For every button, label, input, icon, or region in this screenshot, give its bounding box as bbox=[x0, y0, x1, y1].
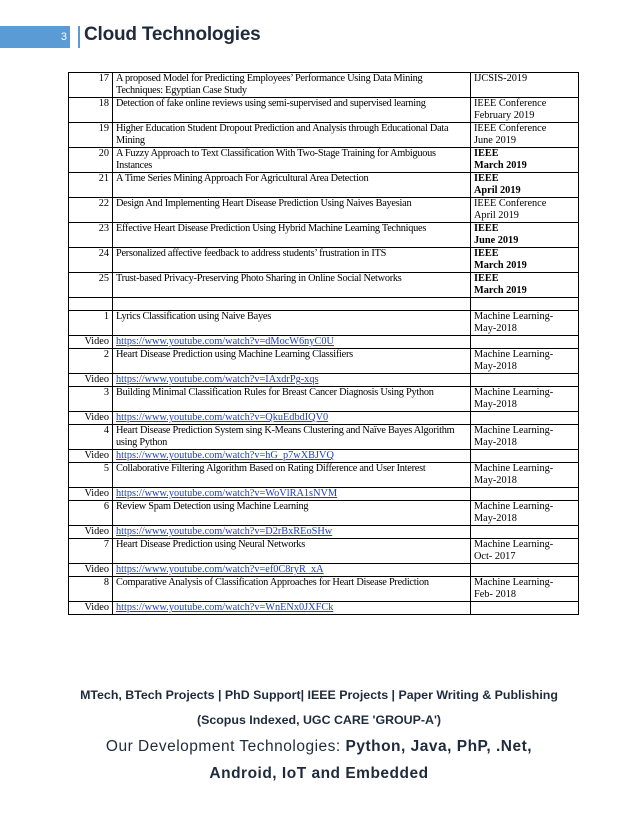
video-row bbox=[69, 602, 579, 615]
source-line: IEEE bbox=[474, 273, 499, 284]
video-label: Video bbox=[69, 336, 113, 349]
video-label: Video bbox=[69, 488, 113, 501]
source-line: Machine Learning- bbox=[474, 463, 554, 474]
row-number: 1 bbox=[69, 311, 113, 336]
video-cell bbox=[113, 412, 471, 425]
source-date: Oct- 2017 bbox=[474, 551, 516, 562]
video-row bbox=[69, 488, 579, 501]
empty-cell bbox=[471, 488, 579, 501]
source-line: IEEE bbox=[474, 248, 499, 259]
video-row bbox=[69, 564, 579, 577]
paper-source bbox=[471, 223, 579, 248]
row-number: 19 bbox=[69, 123, 113, 148]
table-row bbox=[69, 387, 579, 412]
project-source bbox=[471, 463, 579, 488]
table-row bbox=[69, 123, 579, 148]
video-link[interactable]: https://www.youtube.com/watch?v=QkuEdbdIQV0 bbox=[116, 412, 329, 423]
row-number: 2 bbox=[69, 349, 113, 374]
video-link[interactable]: https://www.youtube.com/watch?v=D2rBxREoSHw bbox=[116, 526, 333, 537]
footer-technologies bbox=[0, 738, 638, 756]
video-cell bbox=[113, 450, 471, 463]
table-row bbox=[69, 349, 579, 374]
video-cell bbox=[113, 336, 471, 349]
video-row bbox=[69, 336, 579, 349]
source-date: May-2018 bbox=[474, 437, 517, 448]
source-date: May-2018 bbox=[474, 361, 517, 372]
footer-technologies-cont: Android, IoT and Embedded bbox=[209, 765, 429, 782]
project-title: Heart Disease Prediction using Machine Learning Classifiers bbox=[113, 349, 471, 374]
source-line: Machine Learning- bbox=[474, 387, 554, 398]
row-number: 22 bbox=[69, 198, 113, 223]
video-label: Video bbox=[69, 564, 113, 577]
paper-title: Effective Heart Disease Prediction Using Hybrid Machine Learning Techniques bbox=[113, 223, 471, 248]
source-line: IEEE Conference bbox=[474, 98, 547, 109]
table-row bbox=[69, 173, 579, 198]
project-title: Lyrics Classification using Naive Bayes bbox=[113, 311, 471, 336]
row-number: 8 bbox=[69, 577, 113, 602]
video-label: Video bbox=[69, 374, 113, 387]
project-title: Review Spam Detection using Machine Learning bbox=[113, 501, 471, 526]
paper-source bbox=[471, 148, 579, 173]
source-line: Machine Learning- bbox=[474, 539, 554, 550]
source-line: IEEE bbox=[474, 148, 499, 159]
project-source bbox=[471, 539, 579, 564]
paper-title: Higher Education Student Dropout Prediction and Analysis through Educational Data Mining bbox=[113, 123, 471, 148]
table-row bbox=[69, 248, 579, 273]
video-cell bbox=[113, 488, 471, 501]
video-link[interactable]: https://www.youtube.com/watch?v=hG_p7wXBJVQ bbox=[116, 450, 334, 461]
row-number: 7 bbox=[69, 539, 113, 564]
project-title: Collaborative Filtering Algorithm Based on Rating Difference and User Interest bbox=[113, 463, 471, 488]
video-link[interactable]: https://www.youtube.com/watch?v=WoVlRA1sNVM bbox=[116, 488, 338, 499]
row-number: 5 bbox=[69, 463, 113, 488]
source-line: IEEE Conference bbox=[474, 123, 547, 134]
paper-title: A Time Series Mining Approach For Agricultural Area Detection bbox=[113, 173, 471, 198]
table-row bbox=[69, 311, 579, 336]
empty-cell bbox=[471, 298, 579, 311]
header-divider bbox=[78, 26, 80, 48]
paper-title: Personalized affective feedback to address students’ frustration in ITS bbox=[113, 248, 471, 273]
source-line: IJCSIS-2019 bbox=[474, 73, 528, 84]
row-number: 3 bbox=[69, 387, 113, 412]
table-row bbox=[69, 273, 579, 298]
video-label: Video bbox=[69, 602, 113, 615]
row-number: 17 bbox=[69, 73, 113, 98]
project-source bbox=[471, 349, 579, 374]
table-row bbox=[69, 198, 579, 223]
video-label: Video bbox=[69, 450, 113, 463]
empty-cell bbox=[113, 298, 471, 311]
table-row bbox=[69, 425, 579, 450]
source-line: Machine Learning- bbox=[474, 425, 554, 436]
source-line: Machine Learning- bbox=[474, 501, 554, 512]
project-source bbox=[471, 425, 579, 450]
video-link[interactable]: https://www.youtube.com/watch?v=IAxdrPg-xqs bbox=[116, 374, 319, 385]
table-row bbox=[69, 577, 579, 602]
footer-indexing: (Scopus Indexed, UGC CARE 'GROUP-A') bbox=[196, 713, 442, 727]
source-date: March 2019 bbox=[474, 160, 527, 171]
source-date: February 2019 bbox=[474, 110, 535, 121]
source-date: May-2018 bbox=[474, 323, 517, 334]
video-cell bbox=[113, 602, 471, 615]
source-date: March 2019 bbox=[474, 260, 527, 271]
empty-cell bbox=[471, 602, 579, 615]
project-title: Heart Disease Prediction using Neural Networks bbox=[113, 539, 471, 564]
source-line: Machine Learning- bbox=[474, 311, 554, 322]
video-row bbox=[69, 412, 579, 425]
source-date: March 2019 bbox=[474, 285, 527, 296]
table-row bbox=[69, 73, 579, 98]
paper-title: Detection of fake online reviews using semi-supervised and supervised learning bbox=[113, 98, 471, 123]
paper-title: Trust-based Privacy-Preserving Photo Sharing in Online Social Networks bbox=[113, 273, 471, 298]
source-date: Feb- 2018 bbox=[474, 589, 517, 600]
row-number: 24 bbox=[69, 248, 113, 273]
paper-source bbox=[471, 248, 579, 273]
row-number: 20 bbox=[69, 148, 113, 173]
project-title: Comparative Analysis of Classification Approaches for Heart Disease Prediction bbox=[113, 577, 471, 602]
table-row bbox=[69, 501, 579, 526]
video-link[interactable]: https://www.youtube.com/watch?v=ef0C8ryR_xA bbox=[116, 564, 324, 575]
source-date: June 2019 bbox=[474, 135, 517, 146]
row-number: 21 bbox=[69, 173, 113, 198]
project-source bbox=[471, 577, 579, 602]
technologies-list: Python, Java, PhP, .Net, bbox=[345, 738, 533, 755]
empty-cell bbox=[69, 298, 113, 311]
paper-title: A proposed Model for Predicting Employees’ Performance Using Data Mining Techniques: Egyptian Case Study bbox=[113, 73, 471, 98]
source-line: IEEE bbox=[474, 223, 499, 234]
video-row bbox=[69, 526, 579, 539]
row-number: 23 bbox=[69, 223, 113, 248]
paper-title: A Fuzzy Approach to Text Classification With Two-Stage Training for Ambiguous Instances bbox=[113, 148, 471, 173]
table-row bbox=[69, 463, 579, 488]
document-title: Cloud Technologies bbox=[84, 24, 261, 45]
row-number: 4 bbox=[69, 425, 113, 450]
video-row bbox=[69, 374, 579, 387]
paper-title: Design And Implementing Heart Disease Prediction Using Naives Bayesian bbox=[113, 198, 471, 223]
table-row bbox=[69, 98, 579, 123]
projects-table bbox=[68, 72, 579, 615]
source-date: May-2018 bbox=[474, 399, 517, 410]
video-cell bbox=[113, 564, 471, 577]
video-cell bbox=[113, 526, 471, 539]
paper-source bbox=[471, 98, 579, 123]
table-row bbox=[69, 223, 579, 248]
empty-cell bbox=[471, 374, 579, 387]
source-date: May-2018 bbox=[474, 475, 517, 486]
video-cell bbox=[113, 374, 471, 387]
source-date: April 2019 bbox=[474, 210, 519, 221]
source-date: June 2019 bbox=[474, 235, 519, 246]
paper-source bbox=[471, 123, 579, 148]
empty-cell bbox=[471, 450, 579, 463]
video-label: Video bbox=[69, 526, 113, 539]
row-number: 18 bbox=[69, 98, 113, 123]
footer-services: MTech, BTech Projects | PhD Support| IEEE Projects | Paper Writing & Publishing bbox=[80, 688, 558, 702]
empty-cell bbox=[471, 412, 579, 425]
project-source bbox=[471, 311, 579, 336]
project-source bbox=[471, 501, 579, 526]
table-row-empty bbox=[69, 298, 579, 311]
paper-source bbox=[471, 173, 579, 198]
project-title: Building Minimal Classification Rules for Breast Cancer Diagnosis Using Python bbox=[113, 387, 471, 412]
paper-source bbox=[471, 273, 579, 298]
video-row bbox=[69, 450, 579, 463]
empty-cell bbox=[471, 564, 579, 577]
technologies-label: Our Development Technologies: bbox=[105, 738, 346, 755]
source-line: Machine Learning- bbox=[474, 577, 554, 588]
table-row bbox=[69, 148, 579, 173]
source-line: IEEE bbox=[474, 173, 499, 184]
page-number-badge: 3 bbox=[0, 26, 70, 48]
paper-source bbox=[471, 73, 579, 98]
source-line: Machine Learning- bbox=[474, 349, 554, 360]
source-line: IEEE Conference bbox=[474, 198, 547, 209]
empty-cell bbox=[471, 336, 579, 349]
project-source bbox=[471, 387, 579, 412]
paper-source bbox=[471, 198, 579, 223]
video-link[interactable]: https://www.youtube.com/watch?v=dMocW6nyC0U bbox=[116, 336, 334, 347]
row-number: 6 bbox=[69, 501, 113, 526]
source-date: April 2019 bbox=[474, 185, 521, 196]
page-header bbox=[0, 26, 638, 54]
project-title: Heart Disease Prediction System sing K-Means Clustering and Naïve Bayes Algorithm using Python bbox=[113, 425, 471, 450]
video-label: Video bbox=[69, 412, 113, 425]
empty-cell bbox=[471, 526, 579, 539]
source-date: May-2018 bbox=[474, 513, 517, 524]
row-number: 25 bbox=[69, 273, 113, 298]
video-link[interactable]: https://www.youtube.com/watch?v=WnENx0JXFCk bbox=[116, 602, 334, 613]
table-row bbox=[69, 539, 579, 564]
